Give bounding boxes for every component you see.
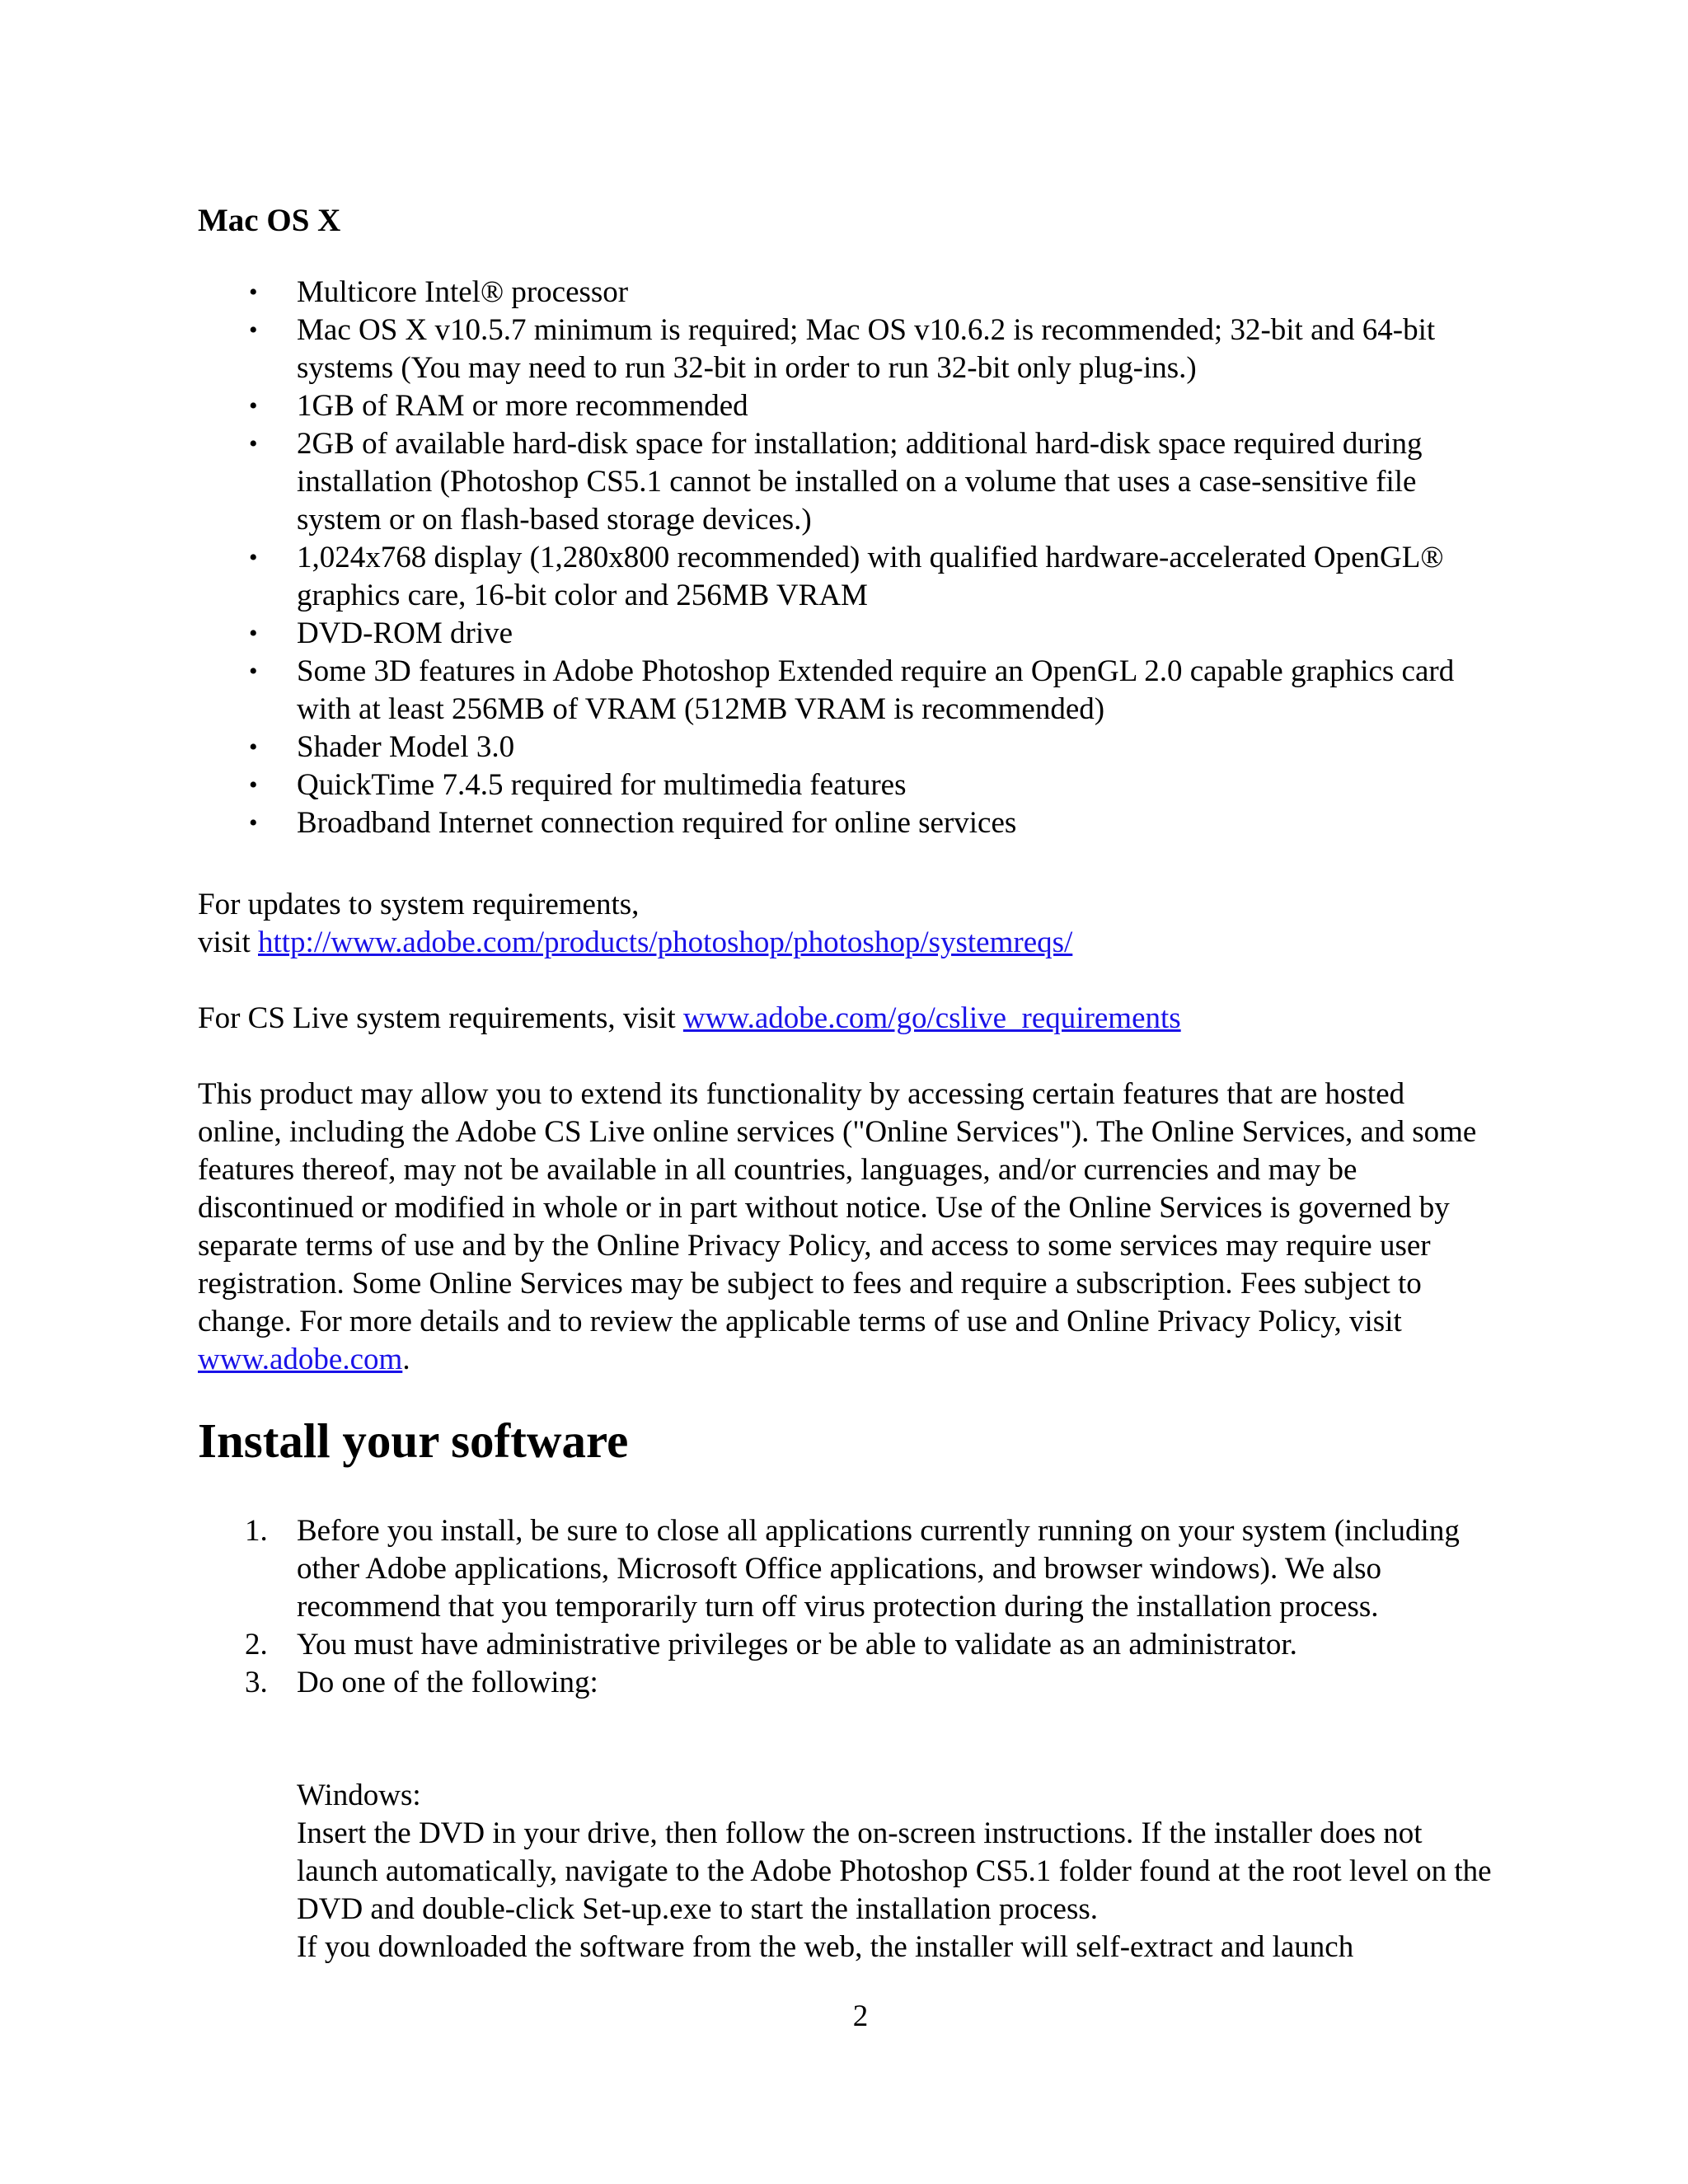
- cslive-requirements-link[interactable]: www.adobe.com/go/cslive_requirements: [682, 1001, 1181, 1035]
- list-item: • Shader Model 3.0: [198, 729, 1467, 766]
- windows-label: Windows:: [297, 1779, 421, 1812]
- document-page: [198, 0, 1500, 2184]
- list-item: • 1GB of RAM or more recommended: [198, 387, 1467, 425]
- bullet-icon: •: [249, 620, 258, 647]
- step-number: 3.: [245, 1666, 268, 1699]
- list-item: • QuickTime 7.4.5 required for multimedia features: [198, 766, 1467, 804]
- bullet-icon: •: [249, 430, 258, 457]
- install-steps-list: [198, 1512, 1500, 1702]
- bullet-icon: •: [249, 316, 258, 344]
- list-item: • Some 3D features in Adobe Photoshop Extended require an OpenGL 2.0 capable graphics card with at least 256MB of VRAM (512MB VRAM is recommended): [249, 654, 1455, 726]
- online-services-paragraph: This product may allow you to extend its functionality by accessing certain features that are hosted online, including the Adobe CS Live online services ("Online Services"). The Online Services, and some features thereof, may not be available in all countries, languages, and/or currencies and may be discontinued or modified in whole or in part without notice. Use of the Online Services is governed by separate terms of use and by the Online Privacy Policy, and access to some services may require user registration. Some Online Services may be subject to fees and require a subscription. Fees subject to change. For more details and to review the applicable terms of use and Online Privacy Policy, visit www.adobe.com.: [198, 1077, 1477, 1376]
- step-number: 2.: [245, 1628, 268, 1661]
- systemreqs-link[interactable]: http://www.adobe.com/products/photoshop/photoshop/systemreqs/: [258, 926, 1073, 959]
- adobe-link[interactable]: www.adobe.com: [198, 1343, 403, 1376]
- windows-instructions: [297, 1777, 1500, 1966]
- updates-paragraph: For updates to system requirements, visit http://www.adobe.com/products/photoshop/photoshop/systemreqs/: [198, 888, 1073, 959]
- mac-os-x-heading: Mac OS X: [198, 203, 341, 238]
- bullet-icon: •: [249, 544, 258, 571]
- download-text: If you downloaded the software from the web, the installer will self-extract and launch: [297, 1930, 1354, 1964]
- bullet-icon: •: [249, 771, 258, 799]
- list-item: • 1,024x768 display (1,280x800 recommended) with qualified hardware-accelerated OpenGL® graphics care, 16-bit color and 256MB VRAM: [249, 541, 1444, 612]
- cslive-paragraph: For CS Live system requirements, visit www.adobe.com/go/cslive_requirements: [198, 1001, 1181, 1035]
- list-item: 1. Before you install, be sure to close all applications currently running on your system (including other Adobe applications, Microsoft Office applications, and browser windows). We also recommend that you temporarily turn off virus protection during the installation process.: [245, 1514, 1460, 1624]
- bullet-icon: •: [249, 279, 258, 306]
- step-number: 1.: [245, 1514, 268, 1548]
- page-number: 2: [852, 1999, 869, 2033]
- list-item: • Mac OS X v10.5.7 minimum is required; Mac OS v10.6.2 is recommended; 32-bit and 64-bit systems (You may need to run 32-bit in order to run 32-bit only plug-ins.): [249, 313, 1436, 385]
- bullet-icon: •: [249, 809, 258, 837]
- list-item: 3. Do one of the following:: [198, 1664, 1500, 1702]
- list-item: 2. You must have administrative privileges or be able to validate as an administrator.: [198, 1626, 1500, 1664]
- windows-text: Insert the DVD in your drive, then follow the on-screen instructions. If the installer does not launch automatically, navigate to the Adobe Photoshop CS5.1 folder found at the root level on the DVD and double-click Set-up.exe to start the installation process.: [297, 1816, 1492, 1926]
- list-item: • Multicore Intel® processor: [198, 274, 1467, 312]
- list-item: • Broadband Internet connection required for online services: [198, 804, 1467, 842]
- install-heading: Install your software: [198, 1413, 629, 1468]
- bullet-icon: •: [249, 392, 258, 419]
- bullet-icon: •: [249, 733, 258, 761]
- list-item: • DVD-ROM drive: [198, 615, 1467, 653]
- bullet-icon: •: [249, 658, 258, 685]
- mac-requirements-list: [198, 274, 1467, 842]
- list-item: • 2GB of available hard-disk space for installation; additional hard-disk space required during installation (Photoshop CS5.1 cannot be installed on a volume that uses a case-sensitive file system or on flash-based storage devices.): [249, 427, 1423, 537]
